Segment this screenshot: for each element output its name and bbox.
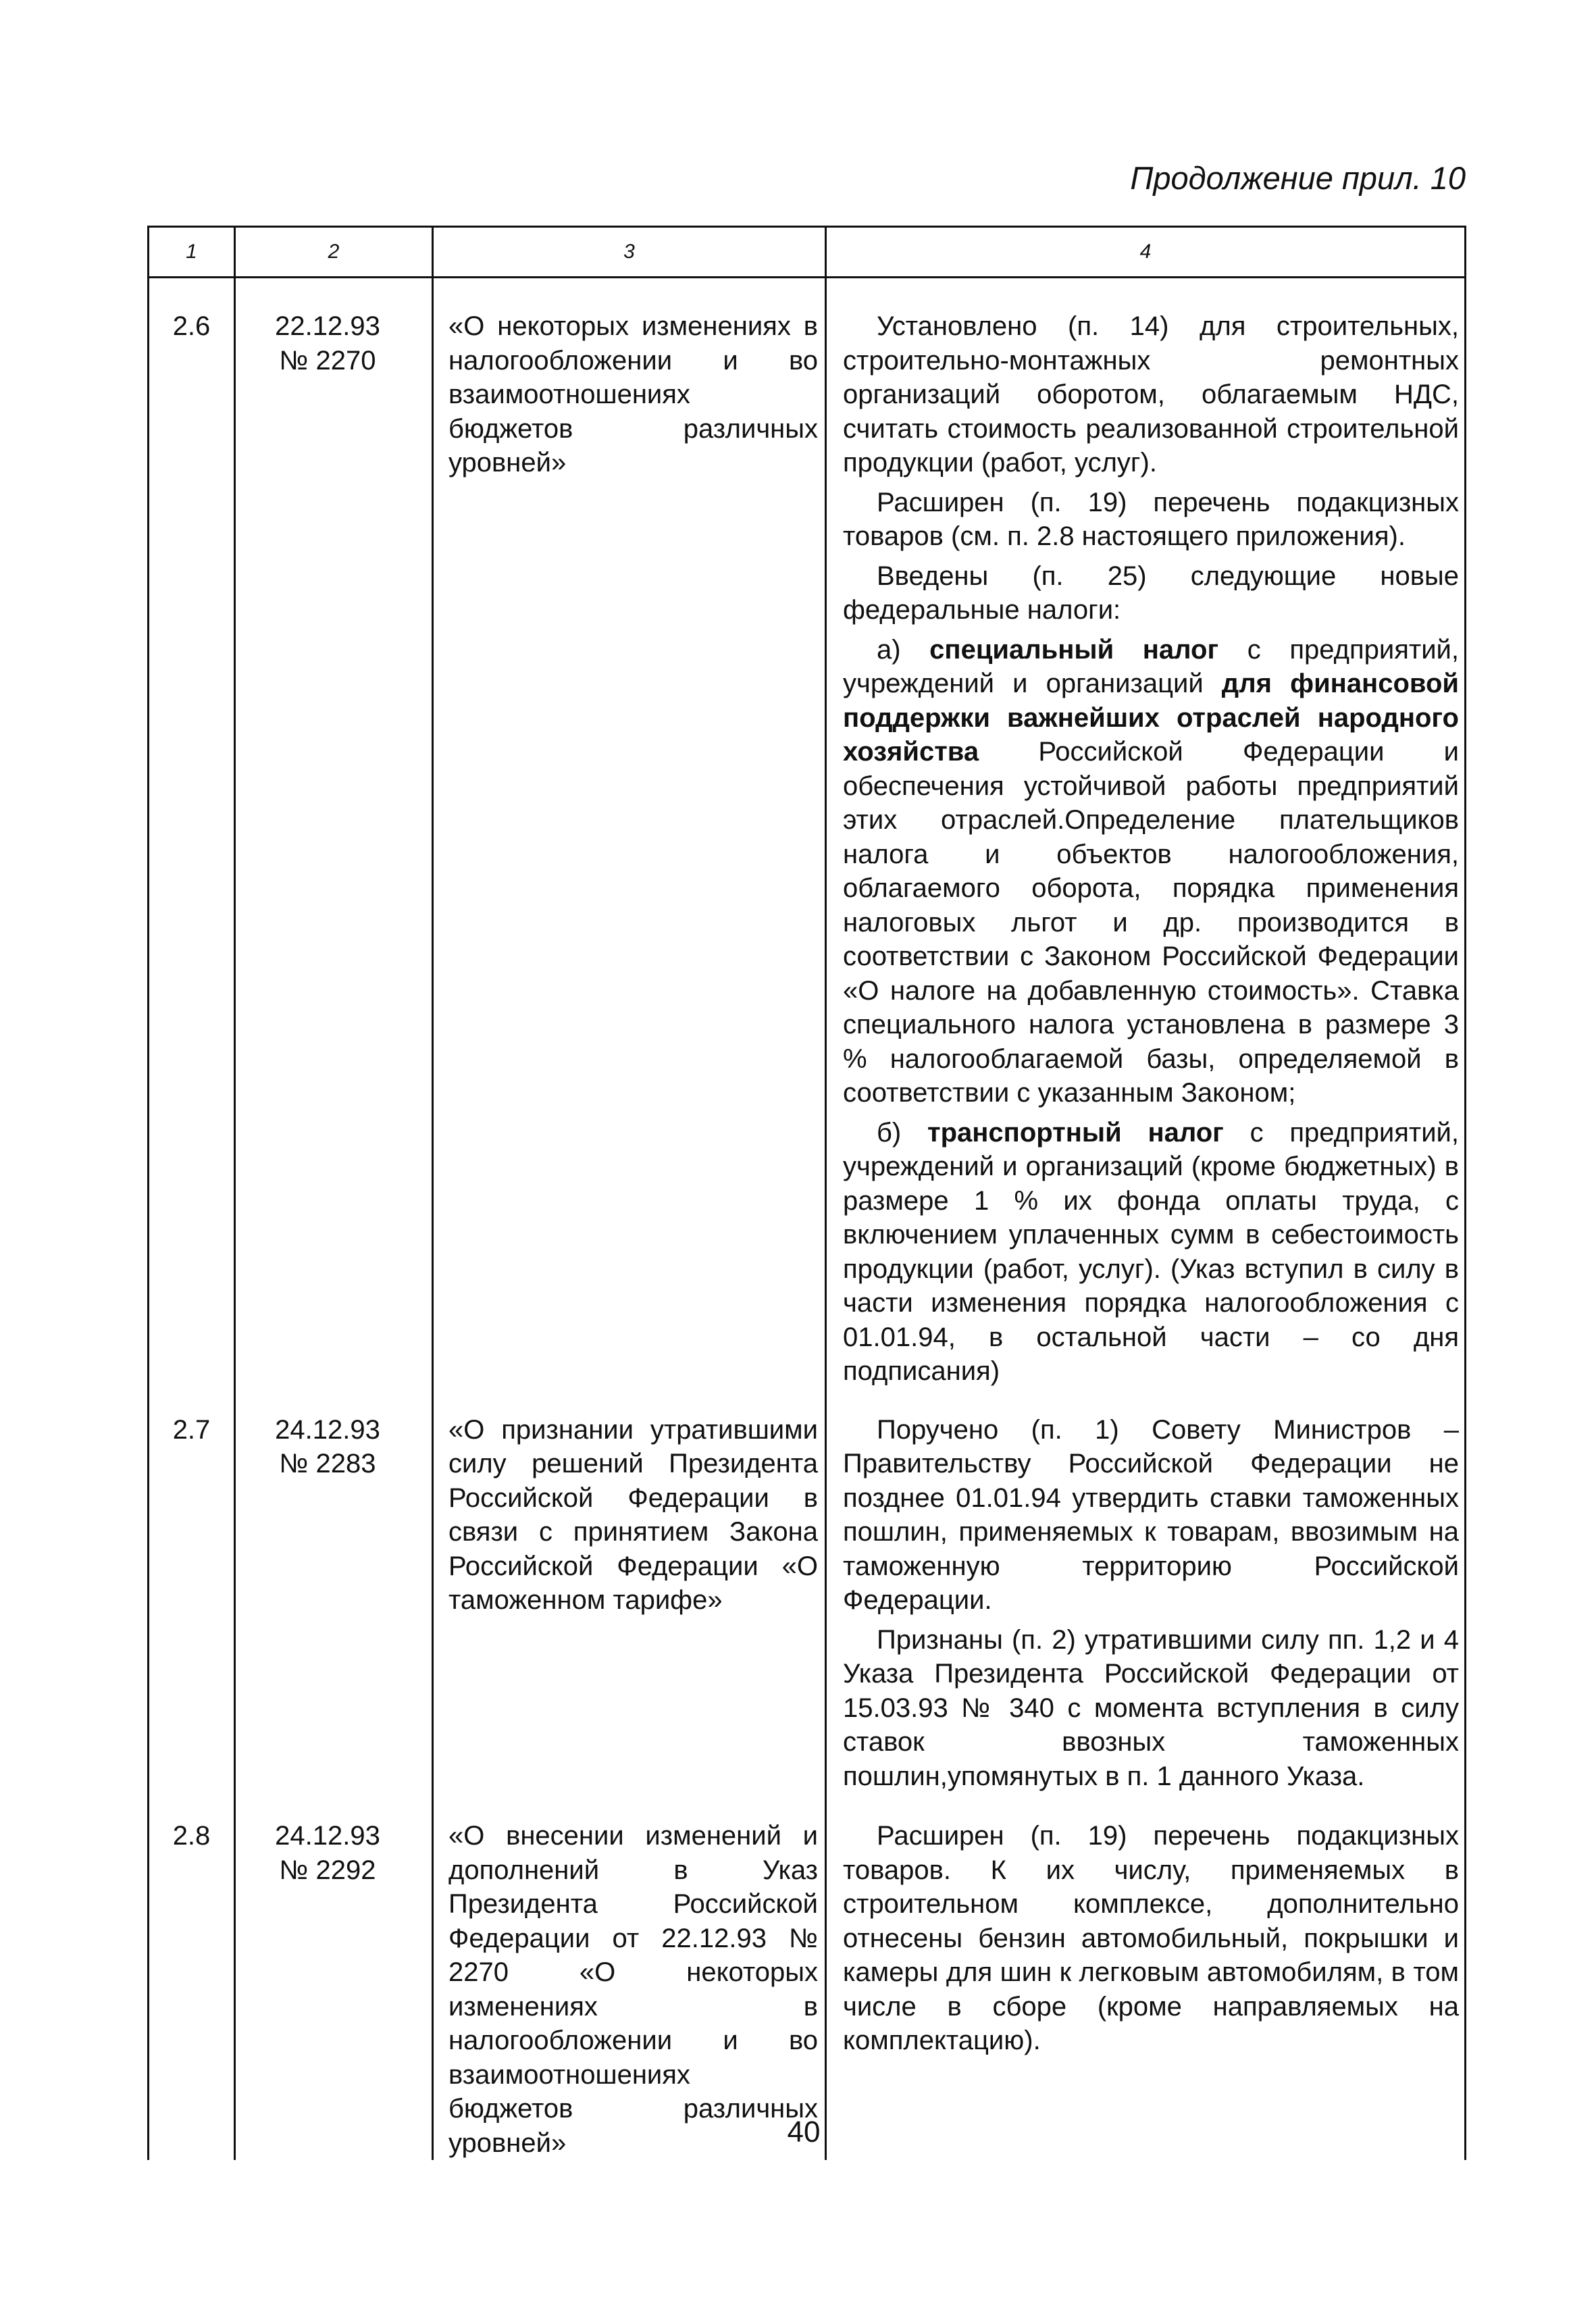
- decree-title: «О некоторых изменениях в налогообложении и во взаимоотношениях бюджетов различных уровней»: [433, 278, 826, 1394]
- table-header-row: [149, 227, 1466, 278]
- decree-date-cell: [235, 278, 433, 1394]
- table-row: [149, 278, 1466, 1394]
- decree-number: № 2292: [279, 1855, 376, 1885]
- content-paragraph: Поручено (п. 1) Совету Министров – Правительству Российской Федерации не позднее 01.01.94 утвердить ставки таможенных пошлин, применяемых к товарам, ввозимым на таможенную территорию Российской Федерации.: [843, 1414, 1459, 1615]
- table-row: [149, 1799, 1466, 2160]
- content-paragraph: Установлено (п. 14) для строительных, строительно-монтажных ремонтных организаций оборотом, облагаемым НДС, считать стоимость реализованной строительной продукции (работ, услуг).: [843, 311, 1459, 478]
- row-number: 2.8: [149, 1799, 235, 2160]
- table-row: [149, 1394, 1466, 1799]
- decree-date: 22.12.93: [275, 311, 380, 341]
- decree-title: «О внесении изменений и дополнений в Указ Президента Российской Федерации от 22.12.93 № 2270 «О некоторых изменениях в налогообложении и во взаимоотношениях бюджетов различных уровней»: [433, 1799, 826, 2160]
- content-paragraph-transport-tax: [843, 1116, 1459, 1389]
- decree-title: «О признании утратившими силу решений Президента Российской Федерации в связи с принятием Закона Российской Федерации «О таможенном тарифе»: [433, 1394, 826, 1799]
- row-number: 2.6: [149, 278, 235, 1394]
- bold-term: транспортный налог: [927, 1117, 1224, 1148]
- content-paragraph: Признаны (п. 2) утратившими силу пп. 1,2 и 4 Указа Президента Российской Федерации от 15.03.93 № 340 с момента вступления в силу ставок ввозных таможенных пошлин,упомянутых в п. 1 данного Указа.: [843, 1624, 1459, 1791]
- page-number: 40: [787, 2115, 821, 2149]
- decrees-table: [147, 226, 1466, 2160]
- decree-date: 24.12.93: [275, 1821, 380, 1851]
- decree-date-cell: [235, 1394, 433, 1799]
- text-run: а): [877, 634, 930, 665]
- decree-content: [826, 1799, 1466, 2160]
- continuation-header: Продолжение прил. 10: [1130, 160, 1466, 196]
- decree-number: № 2283: [279, 1449, 376, 1479]
- text-run: с предприятий, учреждений и организаций: [843, 634, 1460, 698]
- column-header-3: 3: [433, 227, 826, 278]
- column-header-4: 4: [826, 227, 1466, 278]
- text-run: с предприятий, учреждений и организаций (кроме бюджетных) в размере 1 % их фонда оплаты труда, с включением уплаченных сумм в себестоимость продукции (работ, услуг). (Указ вступил в силу в части изменения порядка налогообложения с 01.01.94, в остальной части – со дня подписания): [843, 1117, 1460, 1386]
- row-number: 2.7: [149, 1394, 235, 1799]
- content-paragraph: Расширен (п. 19) перечень подакцизных товаров (см. п. 2.8 настоящего приложения).: [843, 487, 1459, 551]
- decree-content: [826, 1394, 1466, 1799]
- bold-term: для финансовой поддержки важнейших отраслей народного хозяйства: [843, 669, 1459, 767]
- text-run: б): [877, 1117, 927, 1148]
- decree-date-cell: [235, 1799, 433, 2160]
- column-header-1: 1: [149, 227, 235, 278]
- text-run: Российской Федерации и обеспечения устойчивой работы предприятий этих отраслей.Определение плательщиков налога и объектов налогообложения, облагаемого оборота, порядка применения налоговых льгот и др. производится в соответствии с Законом Российской Федерации «О налоге на добавленную стоимость». Ставка специального налога установлена в размере 3 % налогооблагаемой базы, определяемой в соответствии с указанным Законом;: [843, 737, 1459, 1108]
- content-paragraph: Введены (п. 25) следующие новые федеральные налоги:: [843, 561, 1459, 625]
- content-paragraph: Расширен (п. 19) перечень подакцизных товаров. К их числу, применяемых в строительном комплексе, дополнительно отнесены бензин автомобильный, покрышки и камеры для шин к легковым автомобилям, в том числе в сборе (кроме направляемых на комплектацию).: [843, 1821, 1459, 2055]
- decree-number: № 2270: [279, 345, 376, 376]
- bold-term: специальный налог: [929, 634, 1219, 665]
- decree-content: [826, 278, 1466, 1394]
- decree-date: 24.12.93: [275, 1414, 380, 1445]
- column-header-2: 2: [235, 227, 433, 278]
- content-paragraph-special-tax: [843, 633, 1459, 1110]
